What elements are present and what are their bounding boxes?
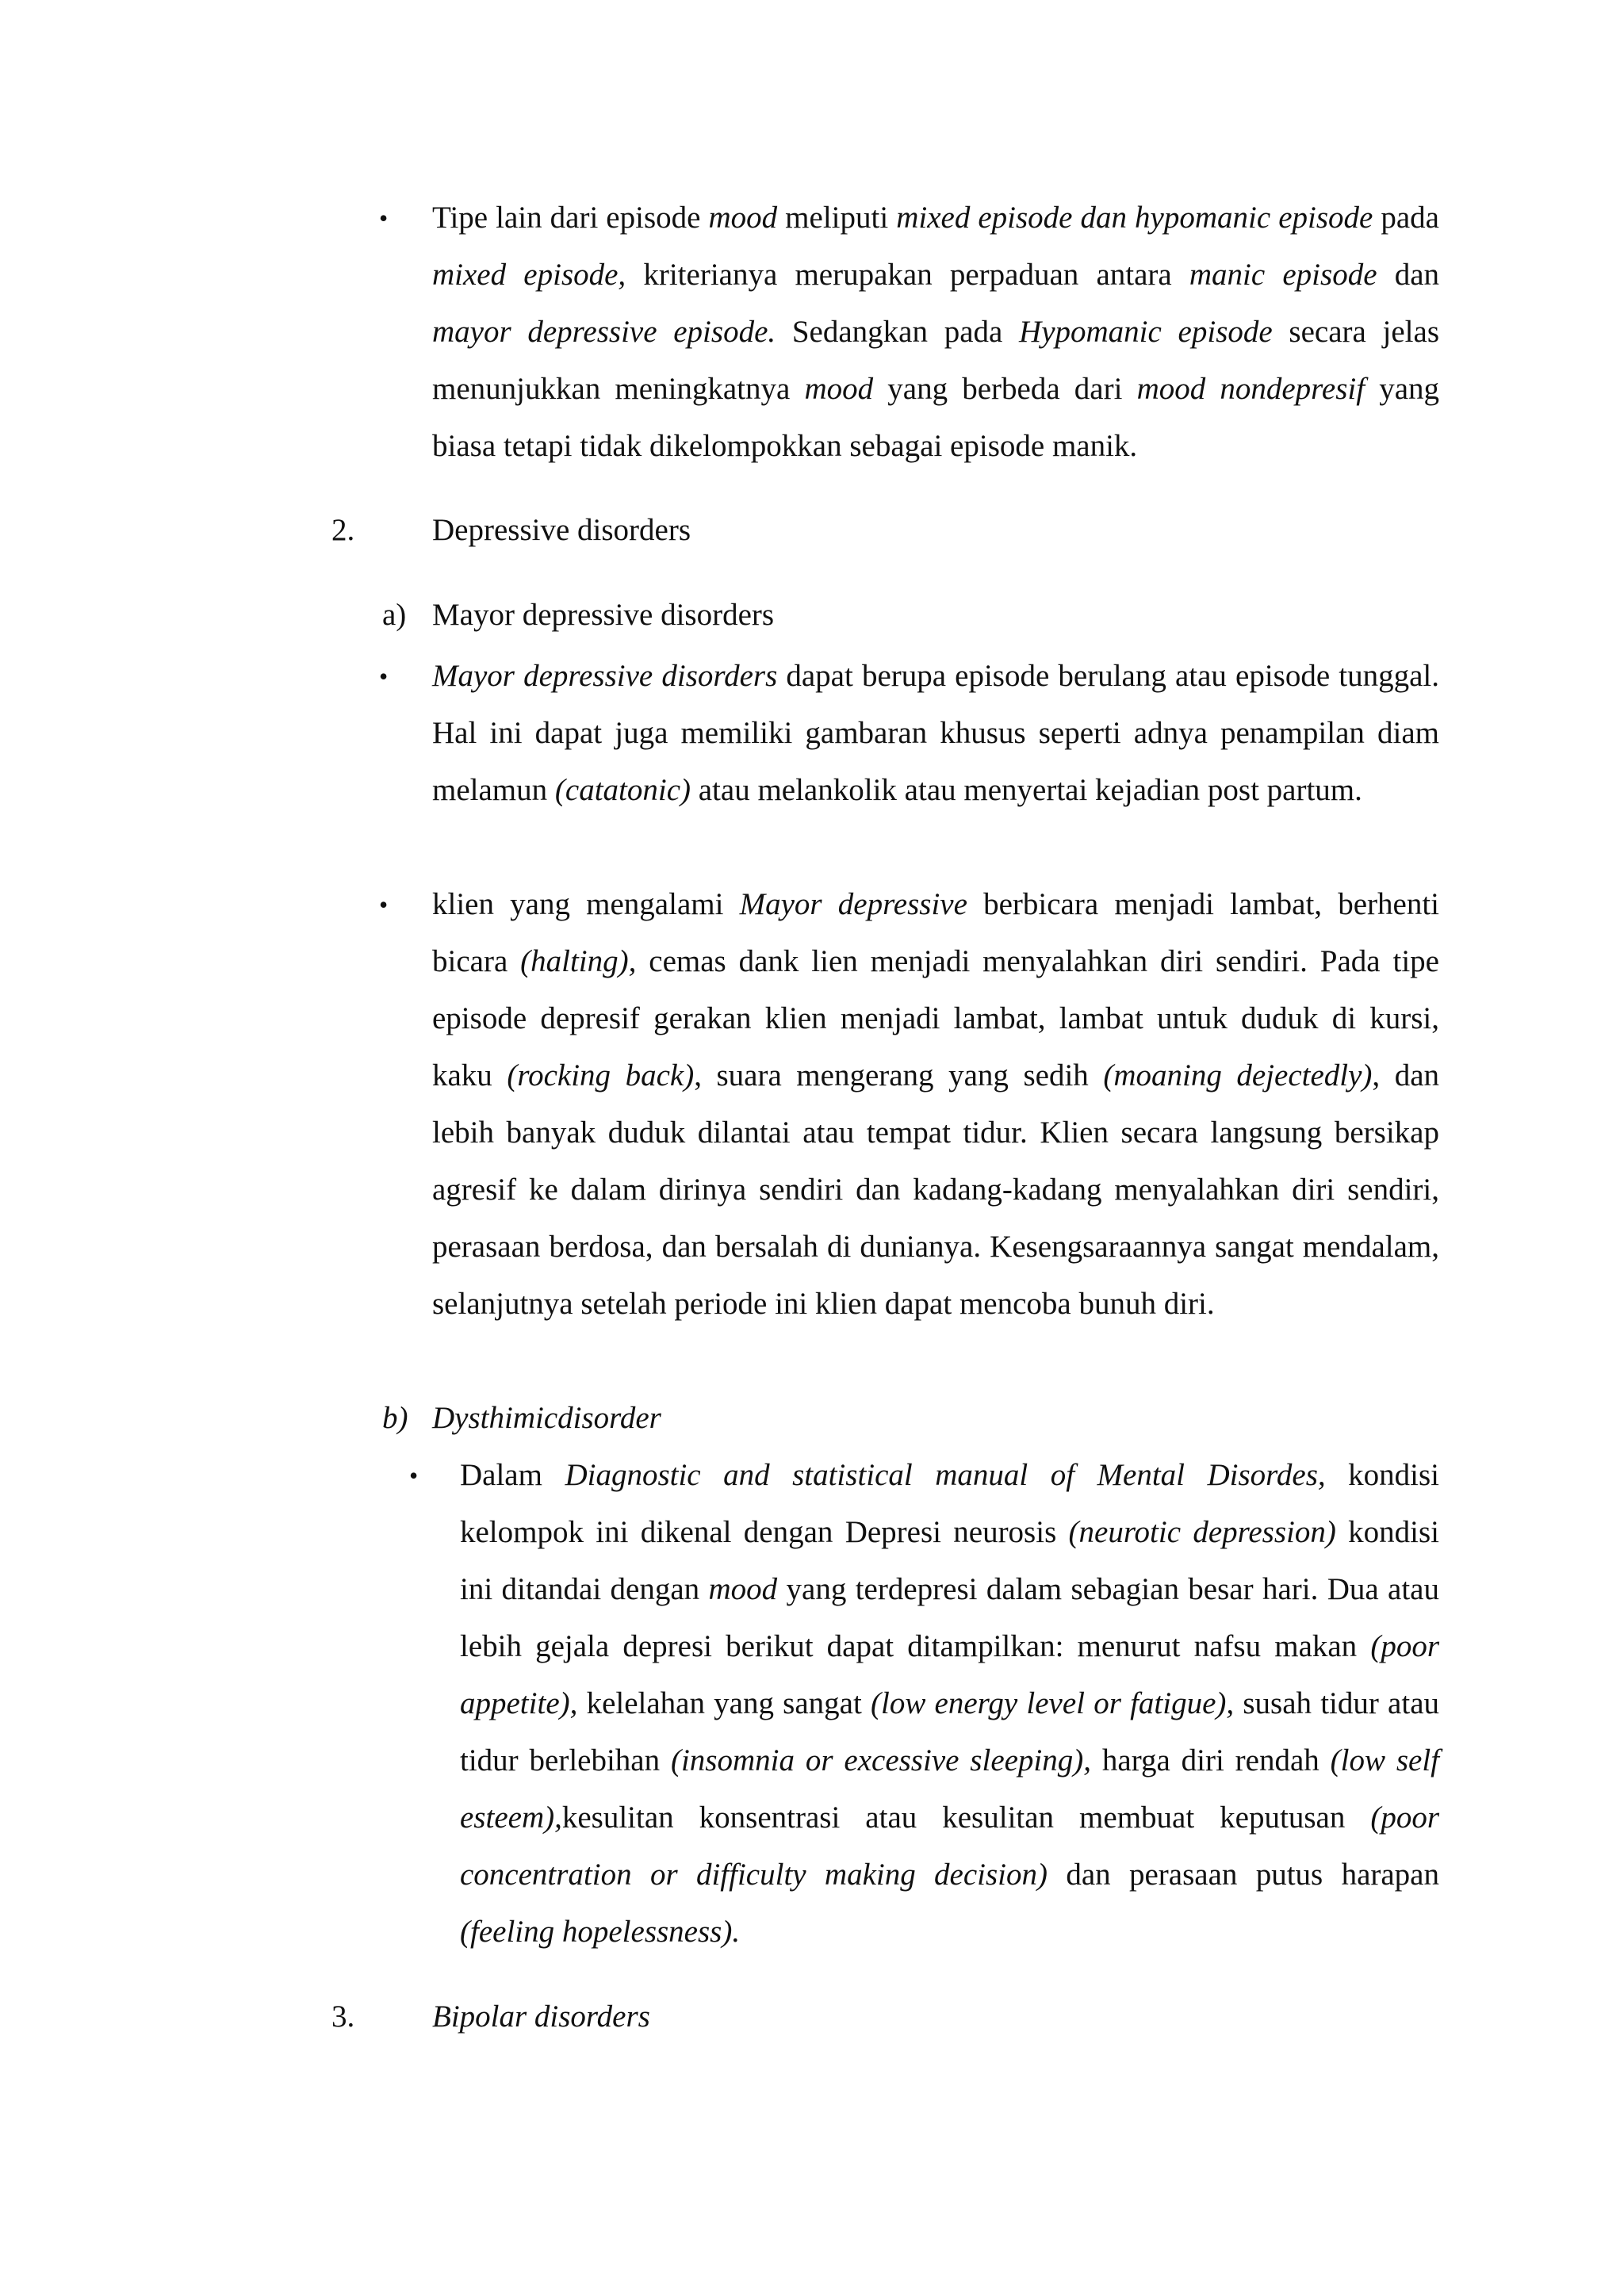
bullet-point: •: [409, 1461, 419, 1490]
subsection-heading-dysthimic: Dysthimicdisorder: [432, 1401, 661, 1435]
section-number: 2.: [331, 513, 355, 547]
paragraph-mayor-depressive-symptoms: klien yang mengalami Mayor depressive berbicara menjadi lambat, berhenti bicara (halting), cemas dank lien menjadi menyalahkan diri sendiri. Pada tipe episode depresif gerakan klien menjadi lambat, lambat untuk duduk di kursi, kaku (rocking back), suara mengerang yang sedih (moaning dejectedly), dan lebih banyak duduk dilantai atau tempat tidur. Klien secara langsung bersikap agresif ke dalam dirinya sendiri dan kadang-kadang menyalahkan diri sendiri, perasaan berdosa, dan bersalah di dunianya. Kesengsaraannya sangat mendalam, selanjutnya setelah periode ini klien dapat mencoba bunuh diri.: [432, 887, 1440, 1321]
paragraph-mood-episode-types: Tipe lain dari episode mood meliputi mixed episode dan hypomanic episode pada mixed episode, kriterianya merupakan perpaduan antara manic episode dan mayor depressive episode. Sedangkan pada Hypomanic episode secara jelas menunjukkan meningkatnya mood yang berbeda dari mood nondepresif yang biasa tetapi tidak dikelompokkan sebagai episode manik.: [432, 201, 1440, 463]
bullet-point: •: [379, 662, 389, 691]
section-heading-bipolar-disorders: Bipolar disorders: [432, 1999, 650, 2034]
subsection-label: a): [382, 598, 407, 632]
subsection-heading-mayor-depressive: Mayor depressive disorders: [432, 598, 775, 632]
bullet-point: •: [379, 890, 389, 919]
section-number: 3.: [331, 1999, 355, 2034]
subsection-label: b): [382, 1401, 408, 1435]
section-heading-depressive-disorders: Depressive disorders: [432, 513, 691, 547]
paragraph-dysthimic-description: Dalam Diagnostic and statistical manual of Mental Disordes, kondisi kelompok ini dikenal dengan Depresi neurosis (neurotic depression) kondisi ini ditandai dengan mood yang terdepresi dalam sebagian besar hari. Dua atau lebih gejala depresi berikut dapat ditampilkan: menurut nafsu makan (poor appetite), kelelahan yang sangat (low energy level or fatigue), susah tidur atau tidur berlebihan (insomnia or excessive sleeping), harga diri rendah (low self esteem),kesulitan konsentrasi atau kesulitan membuat keputusan (poor concentration or difficulty making decision) dan perasaan putus harapan (feeling hopelessness).: [460, 1458, 1440, 1949]
bullet-point: •: [379, 204, 389, 232]
paragraph-mayor-depressive-definition: Mayor depressive disorders dapat berupa episode berulang atau episode tunggal. Hal ini dapat juga memiliki gambaran khusus seperti adnya penampilan diam melamun (catatonic) atau melankolik atau menyertai kejadian post partum.: [432, 659, 1439, 807]
